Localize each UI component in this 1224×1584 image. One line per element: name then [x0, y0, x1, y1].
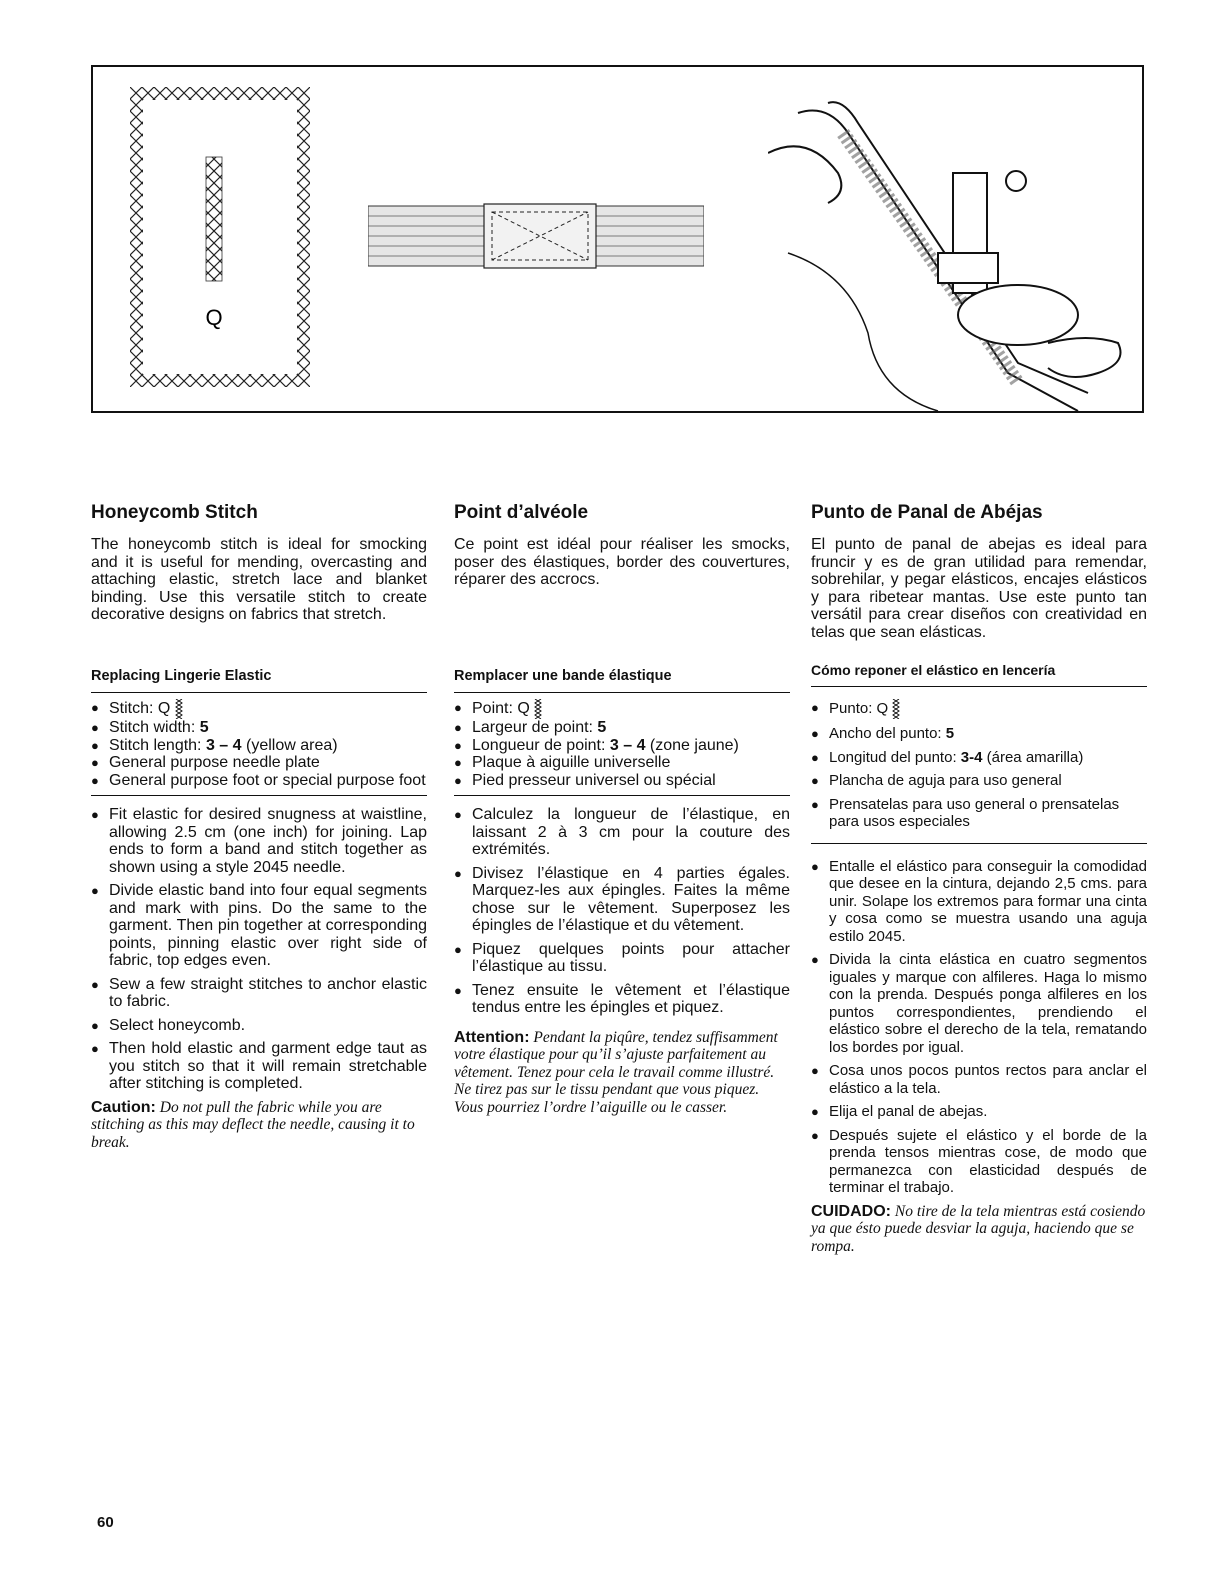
caution-note: CUIDADO: No tire de la tela mientras está cosiendo ya que ésto puede desviar la aguja, haciendo que se rompa. [811, 1202, 1146, 1255]
step-item: ● Fit elastic for desired snugness at waistline, allowing 2.5 cm (one inch) for joining. Lap ends to form a band and stitch together as shown using a style 2045 needle. [91, 806, 427, 876]
step-item: ● Select honeycomb. [91, 1017, 427, 1035]
step-item: ● Divida la cinta elástica en cuatro segmentos iguales y marque con alfileres. Haga lo mismo con la prenda. Después ponga alfileres en los puntos correspondientes, prendiendo el elástico sobre el derecho de la tela, rematando los bordes por igual. [811, 951, 1147, 1056]
setting-stitch: ● Punto: Q [811, 699, 1147, 719]
settings-list [91, 693, 427, 796]
step-item: ● Piquez quelques points pour attacher l’élastique au tissu. [454, 941, 790, 976]
instructions-block [811, 662, 1147, 1255]
honeycomb-pattern-illustration [130, 87, 310, 387]
setting-stitch: ● Point: Q [454, 699, 790, 719]
steps-list [454, 796, 790, 1017]
illustration-frame [91, 65, 1144, 413]
section-title: Point d’alvéole [454, 502, 589, 523]
setting-width: ● Largeur de point: 5 [454, 719, 790, 737]
step-item: ● Sew a few straight stitches to anchor elastic to fabric. [91, 976, 427, 1011]
setting-plate: ● Plaque à aiguille universelle [454, 754, 790, 772]
instructions-block [454, 668, 790, 1116]
page-number: 60 [97, 1514, 114, 1531]
settings-list [454, 693, 790, 796]
step-item: ● Divisez l’élastique en 4 parties égales. Marquez-les aux épingles. Faites la même chose sur le vêtement. Superposez les épingles de l’élastique et du vêtement. [454, 865, 790, 935]
step-item: ● Cosa unos pocos puntos rectos para anclar el elástico a la tela. [811, 1062, 1147, 1097]
spanish-column [811, 502, 1147, 1255]
step-item: ● Then hold elastic and garment edge taut as you stitch so that it will remain stretchable after stitching is completed. [91, 1040, 427, 1093]
intro-paragraph: El punto de panal de abejas es ideal para fruncir y es de gran utilidad para remendar, sobrehilar, y pegar elásticos, encajes elásticos y para ribetear mantas. Use este punto tan versátil para crear diseños con creatividad en telas que sean elásticas. [811, 536, 1147, 641]
steps-list [91, 796, 427, 1093]
setting-foot: ● General purpose foot or special purpose foot [91, 772, 427, 790]
setting-length: ● Stitch length: 3 – 4 (yellow area) [91, 737, 427, 755]
subsection-title: Remplacer une bande élastique [454, 668, 790, 693]
honeycomb-stitch-icon [534, 699, 542, 719]
subsection-title: Cómo reponer el elástico en lencería [811, 662, 1147, 687]
honeycomb-stitch-icon [175, 699, 183, 719]
setting-width: ● Stitch width: 5 [91, 719, 427, 737]
instructions-block [91, 668, 427, 1151]
sewing-foot-illustration [768, 93, 1138, 411]
step-item: ● Después sujete el elástico y el borde de la prenda tensos mientras cose, de modo que permanezca con elasticidad después de terminar el trabajo. [811, 1127, 1147, 1197]
intro-paragraph: The honeycomb stitch is ideal for smocking and it is useful for mending, overcasting and attaching elastic, stretch lace and blanket binding. Use this versatile stitch to create decorative designs on fabrics that stretch. [91, 536, 427, 623]
step-item: ● Divide elastic band into four equal segments and mark with pins. Do the same to the garment. Then pin together at corresponding points, pinning elastic over right side of fabric, top edges even. [91, 882, 427, 970]
setting-plate: ● Plancha de aguja para uso general [811, 772, 1147, 790]
steps-list [811, 844, 1147, 1197]
intro-paragraph: Ce point est idéal pour réaliser les smocks, poser des élastiques, border des couvertures, réparer des accrocs. [454, 536, 790, 588]
setting-stitch: ● Stitch: Q [91, 699, 427, 719]
english-column [91, 502, 427, 1151]
setting-plate: ● General purpose needle plate [91, 754, 427, 772]
setting-length: ● Longitud del punto: 3-4 (área amarilla) [811, 749, 1147, 767]
step-item: ● Tenez ensuite le vêtement et l’élastique tendus entre les épingles et piquez. [454, 982, 790, 1017]
french-column [454, 502, 790, 1116]
attention-note: Attention: Pendant la piqûre, tendez suffisamment votre élastique pour qu’il s’ajuste parfaitement au vêtement. Tenez pour cela le travail comme illustré. Ne tirez pas sur le tissu pendant que vous piquez. Vous pourriez l’ordre l’aiguille ou le casser. [454, 1028, 778, 1116]
stitch-letter: Q [205, 305, 223, 330]
setting-foot: ● Prensatelas para uso general o prensatelas para usos especiales [811, 796, 1147, 831]
elastic-band-illustration [368, 200, 704, 272]
setting-foot: ● Pied presseur universel ou spécial [454, 772, 790, 790]
section-title: Punto de Panal de Abéjas [811, 502, 1043, 523]
setting-length: ● Longueur de point: 3 – 4 (zone jaune) [454, 737, 790, 755]
caution-note: Caution: Do not pull the fabric while you are stitching as this may deflect the needle, causing it to break. [91, 1098, 415, 1151]
subsection-title: Replacing Lingerie Elastic [91, 668, 427, 693]
step-item: ● Elija el panal de abejas. [811, 1103, 1147, 1121]
honeycomb-stitch-icon [892, 699, 900, 719]
section-title: Honeycomb Stitch [91, 502, 258, 523]
step-item: ● Calculez la longueur de l’élastique, en laissant 2 à 3 cm pour la couture des extrémités. [454, 806, 790, 859]
honeycomb-center-column [206, 157, 222, 281]
step-item: ● Entalle el elástico para conseguir la comodidad que desee en la cintura, dejando 2,5 cms. para unir. Solape los extremos para formar una cinta y cosa como se muestra usando una aguja estilo 2045. [811, 858, 1147, 946]
settings-list [811, 687, 1147, 844]
setting-width: ● Ancho del punto: 5 [811, 725, 1147, 743]
